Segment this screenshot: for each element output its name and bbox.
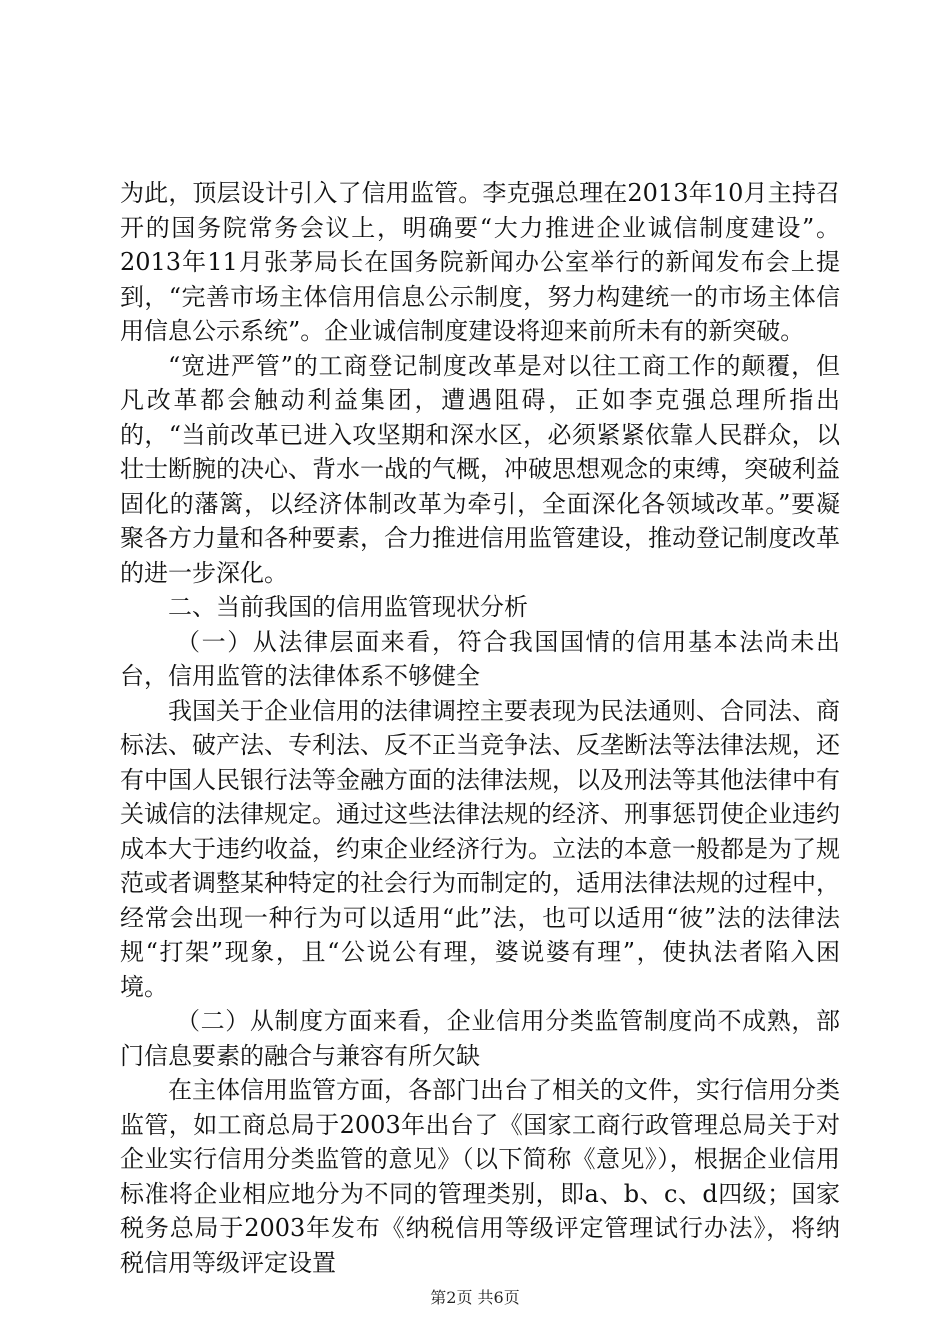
- page-footer: [0, 1285, 950, 1308]
- paragraph-classification-supervision: 在主体信用监管方面，各部门出台了相关的文件，实行信用分类监管，如工商总局于2003年出台了《国家工商行政管理总局关于对企业实行信用分类监管的意见》（以下简称《意见》），根据企业信用标准将企业相应地分为不同的管理类别，即a、b、c、d四级；国家税务总局于2003年发布《纳税信用等级评定管理试行办法》，将纳税信用等级评定设置: [120, 1076, 840, 1277]
- paragraph-reform: “宽进严管”的工商登记制度改革是对以往工商工作的颠覆，但凡改革都会触动利益集团，遭遇阻碍，正如李克强总理所指出的，“当前改革已进入攻坚期和深水区，必须紧紧依靠人民群众，以壮士断腕的决心、背水一战的气概，冲破思想观念的束缚，突破利益固化的藩篱，以经济体制改革为牵引，全面深化各领域改革。”要凝聚各方力量和各种要素，合力推进信用监管建设，推动登记制度改革的进一步深化。: [120, 351, 840, 587]
- subheading-legal-level: （一）从法律层面来看，符合我国国情的信用基本法尚未出台，信用监管的法律体系不够健全: [120, 627, 840, 690]
- page-number-label: 第2页 共6页: [430, 1288, 520, 1307]
- paragraph-intro: 为此，顶层设计引入了信用监管。李克强总理在2013年10月主持召开的国务院常务会议上，明确要“大力推进企业诚信制度建设”。2013年11月张茅局长在国务院新闻办公室举行的新闻发布会上提到，“完善市场主体信用信息公示制度，努力构建统一的市场主体信用信息公示系统”。企业诚信制度建设将迎来前所未有的新突破。: [120, 179, 840, 345]
- paragraph-legal-framework: 我国关于企业信用的法律调控主要表现为民法通则、合同法、商标法、破产法、专利法、反不正当竞争法、反垄断法等法律法规，还有中国人民银行法等金融方面的法律法规，以及刑法等其他法律中有关诚信的法律规定。通过这些法律法规的经济、刑事惩罚使企业违约成本大于违约收益，约束企业经济行为。立法的本意一般都是为了规范或者调整某种特定的社会行为而制定的，适用法律法规的过程中，经常会出现一种行为可以适用“此”法，也可以适用“彼”法的法律法规“打架”现象，且“公说公有理，婆说婆有理”，使执法者陷入困境。: [120, 696, 840, 1001]
- document-body: [120, 176, 840, 1280]
- subheading-system-level: （二）从制度方面来看，企业信用分类监管制度尚不成熟，部门信息要素的融合与兼容有所欠缺: [120, 1007, 840, 1070]
- section-heading-status-analysis: 二、当前我国的信用监管现状分析: [168, 593, 528, 621]
